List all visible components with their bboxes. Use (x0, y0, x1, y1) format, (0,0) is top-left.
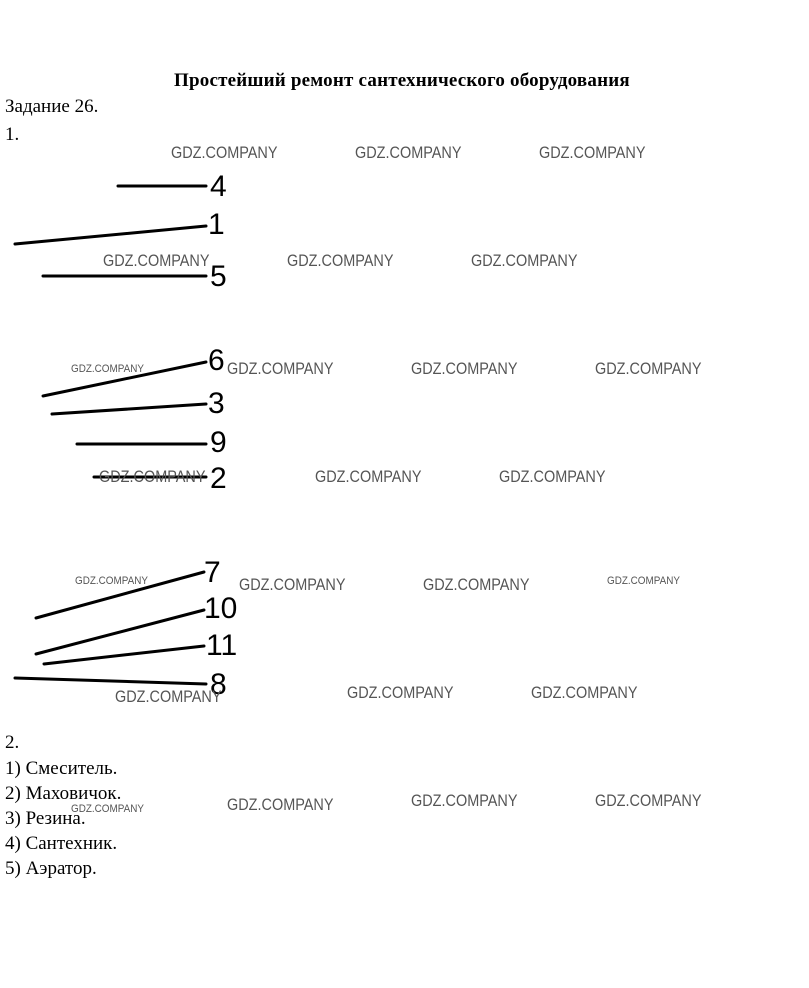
page-title: Простейший ремонт сантехнического оборудования (174, 70, 630, 91)
task-heading: Задание 26. (5, 96, 99, 117)
label-number-8: 8 (210, 668, 227, 701)
watermark: GDZ.COMPANY (411, 359, 518, 378)
watermark: GDZ.COMPANY (411, 791, 518, 810)
label-number-9: 9 (210, 426, 227, 459)
watermark: GDZ.COMPANY (595, 791, 702, 810)
watermark: GDZ.COMPANY (499, 467, 606, 486)
label-number-4: 4 (210, 170, 227, 203)
watermark: GDZ.COMPANY (227, 359, 334, 378)
leader-line-8 (15, 678, 206, 684)
watermark: GDZ.COMPANY (75, 575, 148, 587)
watermark: GDZ.COMPANY (355, 143, 462, 162)
leader-line-1 (15, 226, 206, 244)
watermark: GDZ.COMPANY (287, 251, 394, 270)
label-number-11: 11 (206, 629, 238, 662)
watermark: GDZ.COMPANY (531, 683, 638, 702)
label-number-7: 7 (204, 556, 221, 589)
watermark: GDZ.COMPANY (227, 795, 334, 814)
label-number-10: 10 (204, 592, 238, 625)
watermark: GDZ.COMPANY (315, 467, 422, 486)
section-1-label: 1. (5, 124, 20, 145)
label-number-5: 5 (210, 260, 227, 293)
answer-item-1: 1) Смеситель. (5, 758, 118, 779)
answer-item-5: 5) Аэратор. (5, 858, 97, 879)
watermark: GDZ.COMPANY (347, 683, 454, 702)
watermark: GDZ.COMPANY (239, 575, 346, 594)
watermark: GDZ.COMPANY (423, 575, 530, 594)
watermark: GDZ.COMPANY (99, 467, 206, 486)
leader-line-3 (52, 404, 206, 414)
watermark: GDZ.COMPANY (171, 143, 278, 162)
watermark: GDZ.COMPANY (607, 575, 680, 587)
section-2-label: 2. (5, 732, 20, 753)
watermark: GDZ.COMPANY (115, 687, 222, 706)
watermark: GDZ.COMPANY (539, 143, 646, 162)
label-number-6: 6 (208, 344, 225, 377)
leader-line-11 (44, 646, 204, 664)
watermark: GDZ.COMPANY (71, 803, 144, 815)
label-number-3: 3 (208, 387, 225, 420)
label-number-2: 2 (210, 462, 227, 495)
answer-item-2: 2) Маховичок. (5, 783, 122, 804)
watermark: GDZ.COMPANY (471, 251, 578, 270)
watermark: GDZ.COMPANY (595, 359, 702, 378)
watermark: GDZ.COMPANY (71, 363, 144, 375)
watermark: GDZ.COMPANY (103, 251, 210, 270)
label-number-1: 1 (208, 208, 225, 241)
answer-item-4: 4) Сантехник. (5, 833, 118, 854)
answer-item-3: 3) Резина. (5, 808, 86, 829)
